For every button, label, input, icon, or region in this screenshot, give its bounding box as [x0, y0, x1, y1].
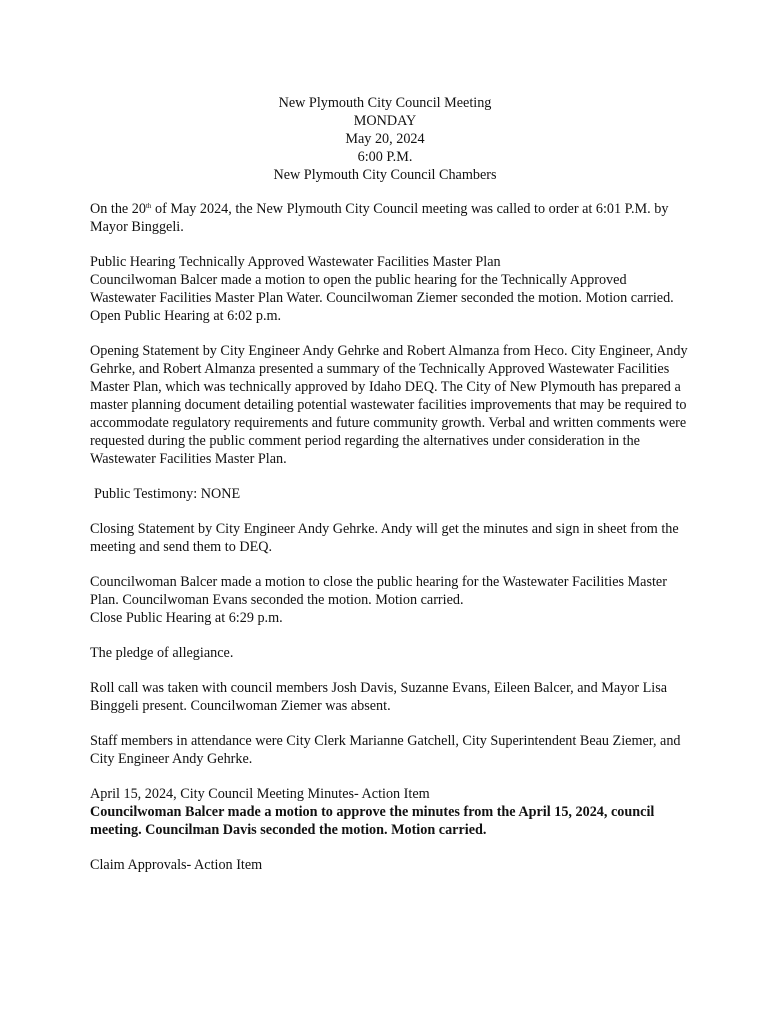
staff-paragraph: Staff members in attendance were City Clerk Marianne Gatchell, City Superintendent Beau Ziemer, and City Engineer Andy Gehrke. [90, 733, 681, 767]
public-hearing-heading: Public Hearing Technically Approved Wastewater Facilities Master Plan [90, 254, 501, 270]
public-hearing-section [90, 253, 690, 325]
closing-statement-paragraph: Closing Statement by City Engineer Andy Gehrke. Andy will get the minutes and sign in sheet from the meeting and send them to DEQ. [90, 521, 679, 555]
roll-call-paragraph: Roll call was taken with council members Josh Davis, Suzanne Evans, Eileen Balcer, and Mayor Lisa Binggeli present. Councilwoman Ziemer was absent. [90, 680, 668, 714]
public-testimony-paragraph: Public Testimony: NONE [94, 486, 241, 502]
claim-approvals-heading: Claim Approvals- Action Item [90, 857, 263, 873]
call-to-order-after: of May 2024, the New Plymouth City Council meeting was called to order at 6:01 P.M. by Mayor Binggeli. [90, 201, 669, 235]
meeting-title: New Plymouth City Council Meeting [278, 95, 492, 111]
meeting-time: 6:00 P.M. [357, 149, 413, 165]
ordinal-suffix: th [145, 202, 152, 210]
meeting-day: MONDAY [353, 113, 417, 129]
call-to-order-paragraph [90, 200, 690, 236]
minutes-body [90, 200, 690, 891]
public-hearing-motion: Councilwoman Balcer made a motion to open the public hearing for the Technically Approved Wastewater Facilities Master Plan Water. Councilwoman Ziemer seconded the motion. Motion carried. [90, 272, 674, 306]
close-hearing-section [90, 573, 690, 627]
opening-statement-paragraph: Opening Statement by City Engineer Andy Gehrke and Robert Almanza from Heco. City Engineer, Andy Gehrke, and Robert Almanza presented a summary of the Technically Approved Wastewater Facilities Master Plan, which was technically approved by Idaho DEQ. The City of New Plymouth has prepared a master planning document detailing potential wastewater facilities improvements that may be required to accommodate regulatory requirements and future community growth. Verbal and written comments were requested during the public comment period regarding the alternatives under consideration in the Wastewater Facilities Master Plan. [90, 343, 688, 467]
meeting-location: New Plymouth City Council Chambers [273, 167, 497, 183]
minutes-item-heading: April 15, 2024, City Council Meeting Minutes- Action Item [90, 786, 430, 802]
close-hearing-motion: Councilwoman Balcer made a motion to close the public hearing for the Wastewater Facilities Master Plan. Councilwoman Evans seconded the motion. Motion carried. [90, 574, 667, 608]
meeting-header [0, 94, 770, 184]
meeting-date: May 20, 2024 [345, 131, 425, 147]
pledge-paragraph: The pledge of allegiance. [90, 645, 234, 661]
public-hearing-open: Open Public Hearing at 6:02 p.m. [90, 308, 282, 324]
call-to-order-before: On the 20 [90, 201, 146, 217]
close-hearing-time: Close Public Hearing at 6:29 p.m. [90, 610, 283, 626]
minutes-action-item [90, 785, 690, 839]
minutes-item-motion: Councilwoman Balcer made a motion to approve the minutes from the April 15, 2024, council meeting. Councilman Davis seconded the motion. Motion carried. [90, 804, 655, 838]
